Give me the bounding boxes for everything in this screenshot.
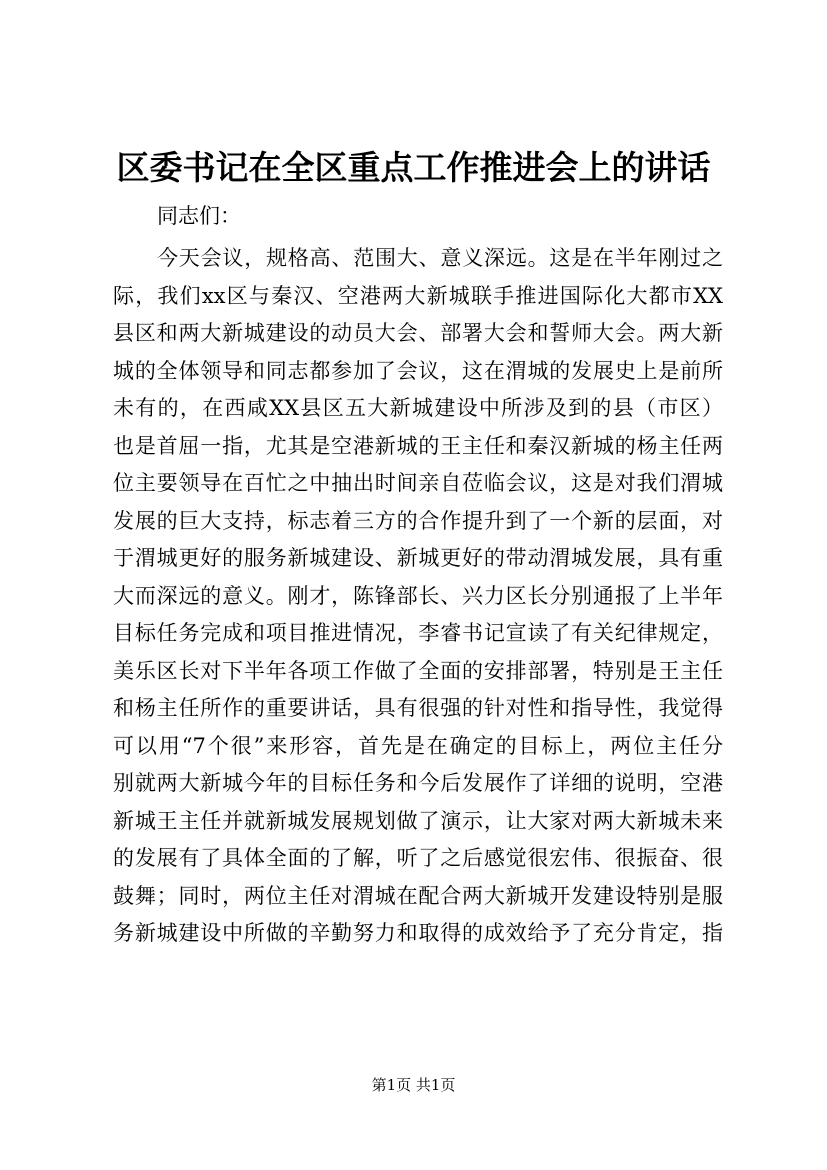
body-line: 也是首屈一指，尤其是空港新城的王主任和秦汉新城的杨主任两 <box>113 433 723 458</box>
salutation: 同志们： <box>157 204 241 228</box>
body-line: 际，我们xx区与秦汉、空港两大新城联手推进国际化大都市XX <box>113 283 723 308</box>
body-line: 未有的，在西咸XX县区五大新城建设中所涉及到的县（市区） <box>113 396 723 420</box>
body-line: 于渭城更好的服务新城建设、新城更好的带动渭城发展，具有重 <box>113 546 723 570</box>
body-line: 务新城建设中所做的辛勤努力和取得的成效给予了充分肯定，指 <box>113 921 723 945</box>
body-line: 的发展有了具体全面的了解，听了之后感觉很宏伟、很振奋、很 <box>113 846 723 870</box>
body-line: 可以用“7个很”来形容，首先是在确定的目标上，两位主任分 <box>113 733 723 758</box>
body-line: 别就两大新城今年的目标任务和今后发展作了详细的说明，空港 <box>113 771 723 795</box>
body-text <box>113 240 723 953</box>
body-line: 目标任务完成和项目推进情况，李睿书记宣读了有关纪律规定， <box>113 621 723 645</box>
body-line: 大而深远的意义。刚才，陈锋部长、兴力区长分别通报了上半年 <box>113 583 723 608</box>
body-line: 和杨主任所作的重要讲话，具有很强的针对性和指导性，我觉得 <box>113 696 723 720</box>
body-line: 美乐区长对下半年各项工作做了全面的安排部署，特别是王主任 <box>113 658 723 683</box>
body-line: 位主要领导在百忙之中抽出时间亲自莅临会议，这是对我们渭城 <box>113 471 723 495</box>
page-footer: 第1页 共1页 <box>371 1076 456 1094</box>
body-line: 鼓舞；同时，两位主任对渭城在配合两大新城开发建设特别是服 <box>113 883 723 908</box>
document-title: 区委书记在全区重点工作推进会上的讲话 <box>116 148 711 187</box>
body-line: 新城王主任并就新城发展规划做了演示，让大家对两大新城未来 <box>113 808 723 833</box>
body-line: 城的全体领导和同志都参加了会议，这在渭城的发展史上是前所 <box>113 358 723 383</box>
body-line: 今天会议，规格高、范围大、意义深远。这是在半年刚过之 <box>157 246 723 270</box>
body-line: 发展的巨大支持，标志着三方的合作提升到了一个新的层面，对 <box>113 508 723 533</box>
body-line: 县区和两大新城建设的动员大会、部署大会和誓师大会。两大新 <box>113 321 723 345</box>
